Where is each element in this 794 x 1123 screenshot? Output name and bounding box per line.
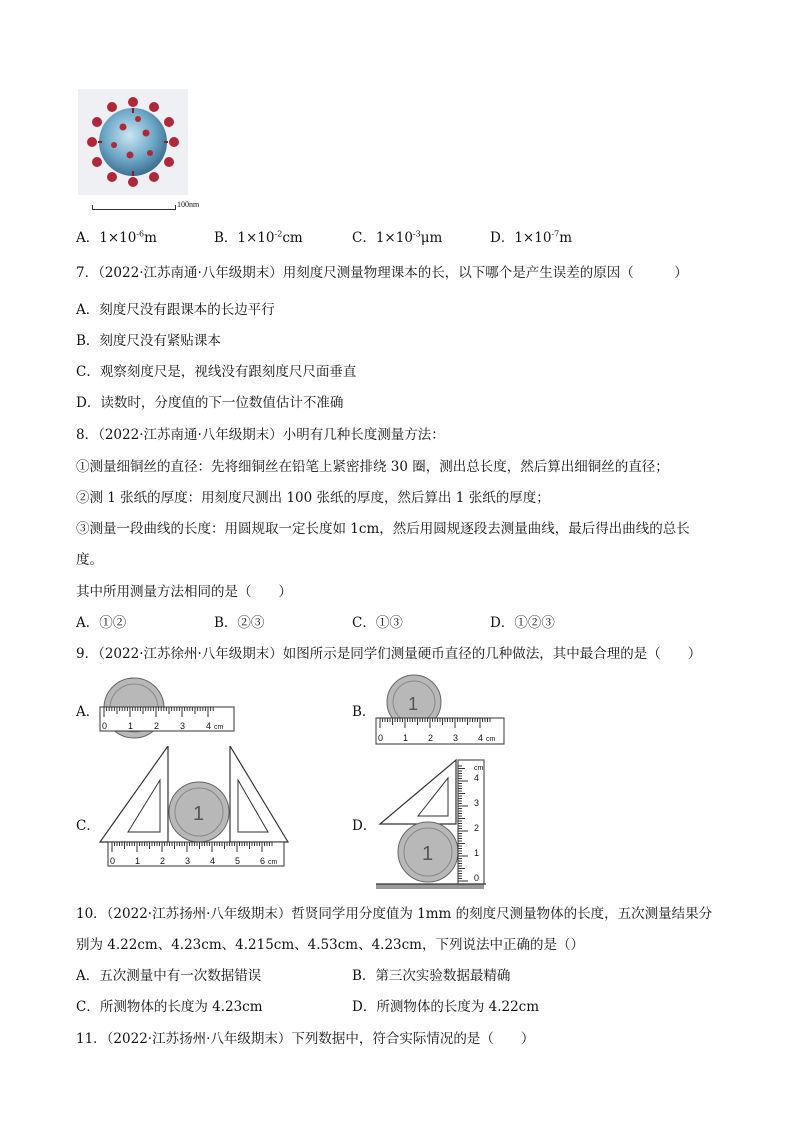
q9-option-a-label[interactable]: A． bbox=[76, 704, 100, 720]
scale-label: 100nm bbox=[177, 200, 200, 209]
q6-option-c[interactable]: C．$1\times 10^{-3}\mu m$ bbox=[352, 229, 443, 246]
q8-question: 其中所用测量方法相同的是（ ） bbox=[76, 584, 292, 600]
ruler-b-tick-0: 0 bbox=[378, 733, 384, 743]
svg-text:1: 1 bbox=[193, 803, 205, 825]
ruler-d-tick-1: 1 bbox=[474, 848, 480, 858]
q9-figure-d[interactable] bbox=[374, 756, 494, 890]
ruler-b-unit: cm bbox=[486, 736, 496, 743]
ruler-d-tick-4: 4 bbox=[474, 773, 480, 783]
ruler-c-tick-4: 4 bbox=[210, 856, 216, 866]
q6-option-b[interactable]: B．$1\times 10^{-2}cm$ bbox=[214, 229, 303, 246]
ruler-d-tick-0: 0 bbox=[474, 873, 480, 883]
ruler-a-tick-2: 2 bbox=[154, 721, 160, 731]
ruler-c-tick-2: 2 bbox=[160, 856, 166, 866]
ruler-c-tick-3: 3 bbox=[185, 856, 191, 866]
q9-stem: 9．（2022·江苏徐州·八年级期末）如图所示是同学们测量硬币直径的几种做法，其中最合理的是（ ） bbox=[76, 646, 702, 662]
ruler-d-tick-3: 3 bbox=[474, 798, 480, 808]
ruler-c-tick-0: 0 bbox=[110, 856, 116, 866]
ruler-a-unit: cm bbox=[214, 724, 224, 731]
q6-option-d[interactable]: D．$1\times 10^{-7}m$ bbox=[490, 229, 573, 246]
q7-option-c[interactable]: C．观察刻度尺是，视线没有跟刻度尺尺面垂直 bbox=[76, 364, 357, 380]
virus-image bbox=[78, 89, 188, 195]
q7-option-b[interactable]: B．刻度尺没有紧贴课本 bbox=[76, 333, 221, 349]
q9-option-b-label[interactable]: B． bbox=[352, 704, 376, 720]
q7-option-a[interactable]: A．刻度尺没有跟课本的长边平行 bbox=[76, 302, 275, 318]
q9-option-d-label[interactable]: D． bbox=[352, 818, 377, 834]
q8-stem: 8．（2022·江苏南通·八年级期末）小明有几种长度测量方法： bbox=[76, 427, 445, 443]
q10-stem-1: 10．（2022·江苏扬州·八年级期末）哲贤同学用分度值为 1mm 的刻度尺测量物体的长度，五次测量结果分 bbox=[76, 906, 713, 922]
q10-option-b[interactable]: B．第三次实验数据最精确 bbox=[352, 968, 511, 984]
ruler-c-unit: cm bbox=[268, 859, 278, 866]
ruler-c-tick-5: 5 bbox=[235, 856, 241, 866]
q8-option-b[interactable]: B．②③ bbox=[214, 615, 265, 631]
ruler-b-tick-1: 1 bbox=[403, 733, 409, 743]
q7-option-d[interactable]: D．读数时，分度值的下一位数值估计不准确 bbox=[76, 395, 344, 411]
q6-option-a[interactable]: A．$1\times 10^{-6}m$ bbox=[76, 229, 157, 246]
ruler-c-tick-6: 6 bbox=[260, 856, 266, 866]
q8-option-a[interactable]: A．①② bbox=[76, 615, 127, 631]
q9-figure-a[interactable] bbox=[98, 674, 236, 746]
ruler-b-tick-2: 2 bbox=[428, 733, 434, 743]
q8-option-d[interactable]: D．①②③ bbox=[490, 615, 555, 631]
q8-item-3-cont: 度。 bbox=[76, 552, 103, 568]
ruler-a-tick-4: 4 bbox=[206, 721, 212, 731]
ruler-a-tick-0: 0 bbox=[102, 721, 108, 731]
ruler-c-tick-1: 1 bbox=[135, 856, 141, 866]
q9-figure-b[interactable] bbox=[374, 674, 508, 748]
ruler-b-tick-3: 3 bbox=[453, 733, 459, 743]
q9-option-c-label[interactable]: C． bbox=[76, 818, 100, 834]
q8-item-2: ②测 1 张纸的厚度：用刻度尺测出 100 张纸的厚度，然后算出 1 张纸的厚度； bbox=[76, 490, 550, 506]
q10-option-d[interactable]: D．所测物体的长度为 4.22cm bbox=[352, 999, 540, 1015]
svg-text:1: 1 bbox=[408, 694, 419, 714]
q11-stem: 11．（2022·江苏扬州·八年级期末）下列数据中，符合实际情况的是（ ） bbox=[76, 1031, 535, 1047]
q8-option-c[interactable]: C．①③ bbox=[352, 615, 403, 631]
q8-item-3: ③测量一段曲线的长度：用圆规取一定长度如 1cm，然后用圆规逐段去测量曲线，最后得出曲线的总长 bbox=[76, 521, 690, 537]
ruler-a-tick-3: 3 bbox=[180, 721, 186, 731]
q10-option-a[interactable]: A．五次测量中有一次数据错误 bbox=[76, 968, 262, 984]
ruler-d-unit: cm bbox=[474, 765, 484, 772]
ruler-b-tick-4: 4 bbox=[478, 733, 484, 743]
q10-stem-2: 别为 4.22cm、4.23cm、4.215cm、4.53cm、4.23cm，下列说法中正确的是（） bbox=[76, 937, 584, 953]
ruler-a-tick-1: 1 bbox=[128, 721, 134, 731]
q7-stem: 7．（2022·江苏南通·八年级期末）用刻度尺测量物理课本的长，以下哪个是产生误差的原因（ ） bbox=[76, 265, 688, 281]
svg-text:1: 1 bbox=[422, 843, 434, 865]
q9-figure-c[interactable] bbox=[98, 746, 290, 872]
q10-option-c[interactable]: C．所测物体的长度为 4.23cm bbox=[76, 999, 263, 1015]
ruler-d-tick-2: 2 bbox=[474, 823, 480, 833]
scale-bar bbox=[92, 205, 176, 210]
q8-item-1: ①测量细铜丝的直径：先将细铜丝在铅笔上紧密排绕 30 圈，测出总长度，然后算出细铜丝的直径； bbox=[76, 459, 669, 475]
